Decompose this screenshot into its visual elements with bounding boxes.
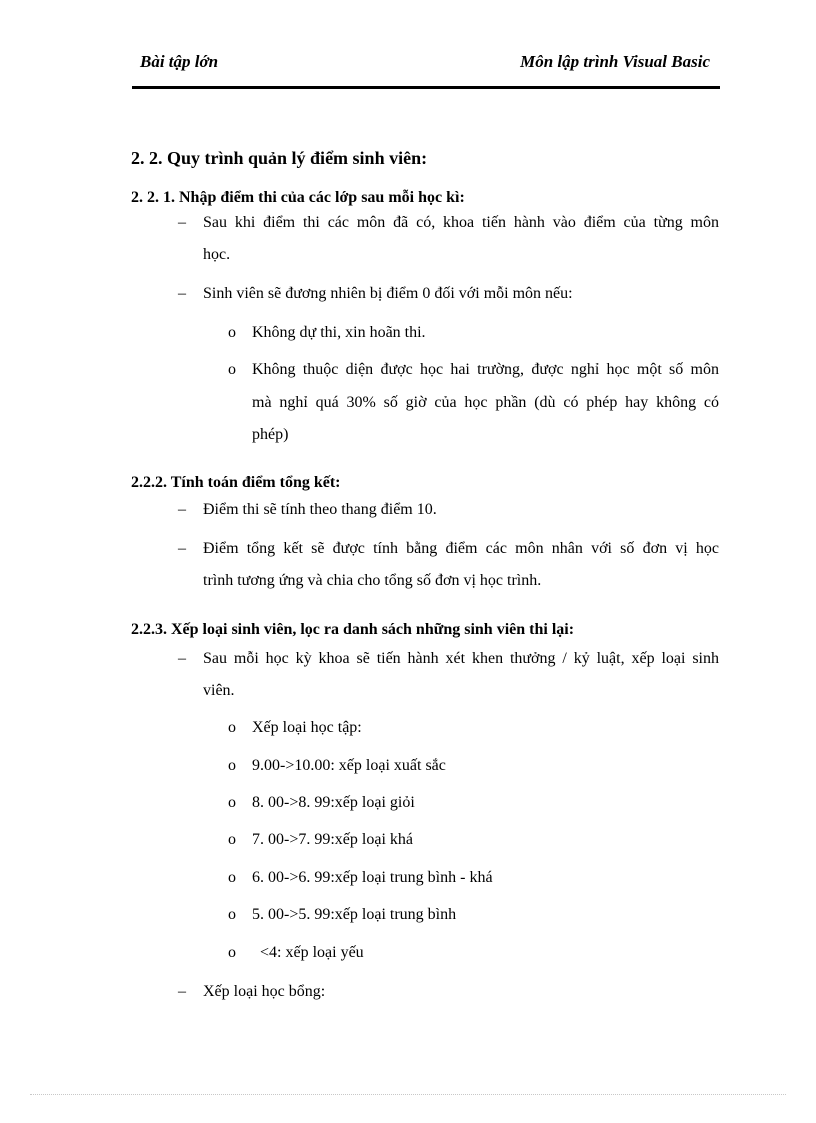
- sub3-bullet1-line1: Sau mỗi học kỳ khoa sẽ tiến hành xét khen thưởng / kỷ luật, xếp loại sinh: [203, 650, 719, 667]
- sub1-item1: Không dự thi, xin hoãn thi.: [252, 324, 426, 341]
- sub3-item2: 9.00->10.00: xếp loại xuất sắc: [252, 757, 446, 774]
- subsection-2-title: 2.2.2. Tính toán điểm tổng kết:: [131, 474, 341, 491]
- sub3-item4: 7. 00->7. 99:xếp loại khá: [252, 831, 413, 848]
- header-right-title: Môn lập trình Visual Basic: [520, 52, 710, 71]
- sub2-bullet1: Điểm thi sẽ tính theo thang điểm 10.: [203, 501, 437, 518]
- sub1-item2-line3: phép): [252, 426, 289, 443]
- subsection-3-title: 2.2.3. Xếp loại sinh viên, lọc ra danh sách những sinh viên thi lại:: [131, 621, 575, 638]
- bullet-circle: o: [228, 869, 236, 886]
- sub2-bullet2-line1: Điểm tổng kết sẽ được tính bằng điểm các môn nhân với số đơn vị học: [203, 540, 719, 557]
- bullet-circle: o: [228, 944, 236, 961]
- bullet-dash: –: [178, 983, 186, 1000]
- bullet-circle: o: [228, 794, 236, 811]
- bullet-circle: o: [228, 906, 236, 923]
- sub3-item3: 8. 00->8. 99:xếp loại giỏi: [252, 794, 415, 811]
- bullet-circle: o: [228, 719, 236, 736]
- bullet-circle: o: [228, 361, 236, 378]
- bullet-circle: o: [228, 757, 236, 774]
- sub1-item2-line1: Không thuộc diện được học hai trường, được nghỉ học một số môn: [252, 361, 719, 378]
- sub2-bullet2-line2: trình tương ứng và chia cho tổng số đơn vị học trình.: [203, 572, 542, 589]
- sub1-bullet1-line2: học.: [203, 246, 231, 263]
- sub3-bullet2: Xếp loại học bổng:: [203, 983, 326, 1000]
- sub3-item6: 5. 00->5. 99:xếp loại trung bình: [252, 906, 457, 923]
- bullet-dash: –: [178, 501, 186, 518]
- subsection-1-title: 2. 2. 1. Nhập điểm thi của các lớp sau mỗi học kì:: [131, 189, 465, 206]
- sub3-item7: <4: xếp loại yếu: [260, 944, 364, 961]
- bullet-dash: –: [178, 285, 186, 302]
- section-title: 2. 2. Quy trình quản lý điểm sinh viên:: [131, 148, 428, 168]
- bullet-dash: –: [178, 650, 186, 667]
- bullet-circle: o: [228, 324, 236, 341]
- bullet-circle: o: [228, 831, 236, 848]
- bullet-dash: –: [178, 540, 186, 557]
- sub1-bullet1-line1: Sau khi điểm thi các môn đã có, khoa tiến hành vào điểm của từng môn: [203, 214, 719, 231]
- footer-rule: [30, 1094, 786, 1095]
- bullet-dash: –: [178, 214, 186, 231]
- header-left-title: Bài tập lớn: [140, 52, 219, 71]
- sub3-bullet1-line2: viên.: [203, 682, 235, 699]
- sub1-item2-line2: mà nghỉ quá 30% số giờ của học phần (dù có phép hay không có: [252, 394, 719, 411]
- sub1-bullet2: Sinh viên sẽ đương nhiên bị điểm 0 đối với mỗi môn nếu:: [203, 285, 573, 302]
- sub3-item1: Xếp loại học tập:: [252, 719, 362, 736]
- sub3-item5: 6. 00->6. 99:xếp loại trung bình - khá: [252, 869, 493, 886]
